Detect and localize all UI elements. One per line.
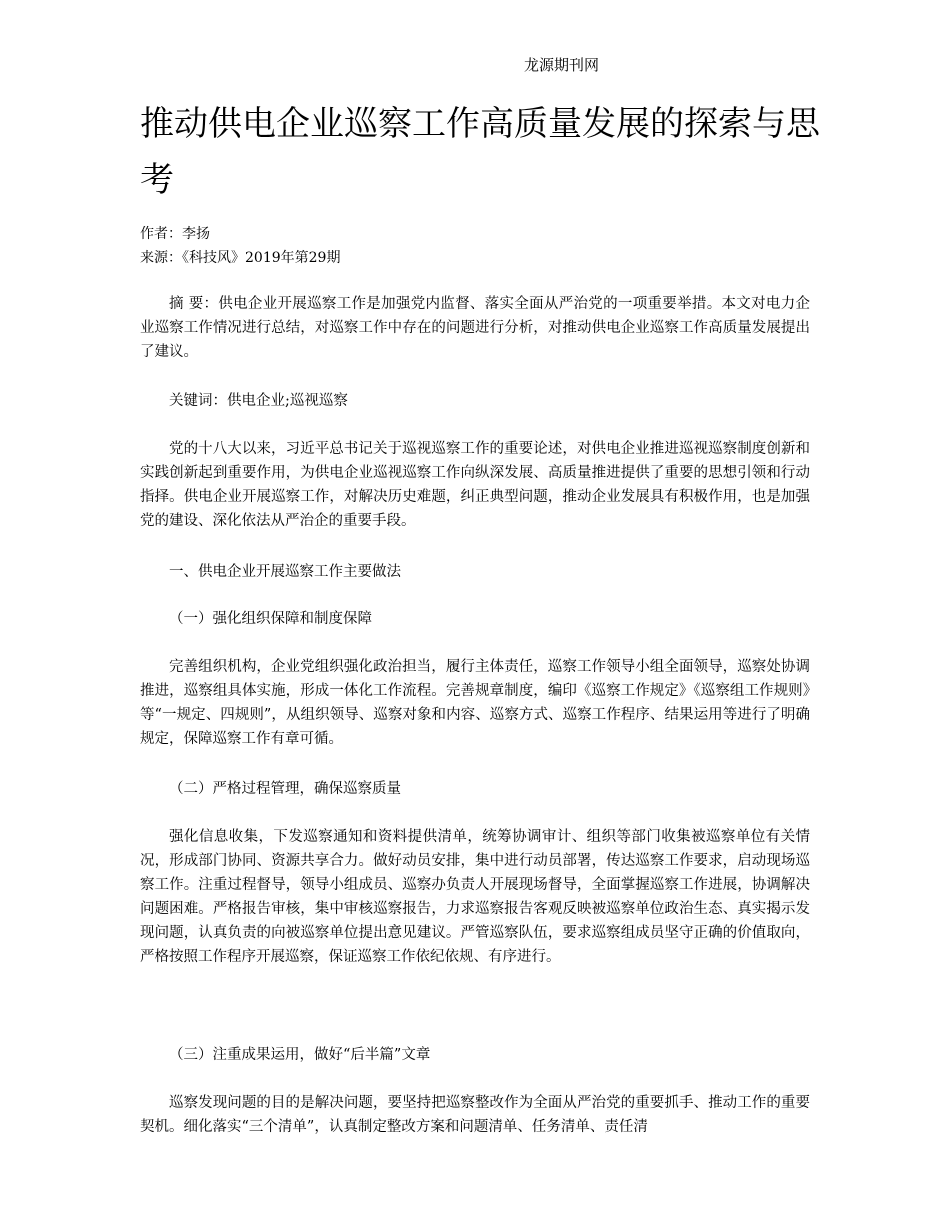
- site-name-header: 龙源期刊网: [524, 56, 600, 74]
- subsection-2-paragraph: 强化信息收集，下发巡察通知和资料提供清单，统筹协调审计、组织等部门收集被巡察单位有关情况，形成部门协同、资源共享合力。做好动员安排，集中进行动员部署，传达巡察工作要求，启动现场巡察工作。注重过程督导，领导小组成员、巡察办负责人开展现场督导，全面掌握巡察工作进展，协调解决问题困难。严格报告审核，集中审核巡察报告，力求巡察报告客观反映被巡察单位政治生态、真实揭示发现问题，认真负责的向被巡察单位提出意见建议。严管巡察队伍，要求巡察组成员坚守正确的价值取向，严格按照工作程序开展巡察，保证巡察工作依纪依规、有序进行。: [140, 829, 810, 965]
- abstract-paragraph: 摘 要：供电企业开展巡察工作是加强党内监督、落实全面从严治党的一项重要举措。本文对电力企业巡察工作情况进行总结，对巡察工作中存在的问题进行分析，对推动供电企业巡察工作高质量发展提出了建议。: [140, 296, 810, 360]
- subsection-1-heading: （一）强化组织保障和制度保障: [169, 611, 372, 627]
- article-title: 推动供电企业巡察工作高质量发展的探索与思考: [140, 104, 820, 200]
- subsection-3-paragraph: 巡察发现问题的目的是解决问题，要坚持把巡察整改作为全面从严治党的重要抓手、推动工作的重要契机。细化落实“三个清单”，认真制定整改方案和问题清单、任务清单、责任清: [140, 1095, 810, 1135]
- subsection-1-paragraph: 完善组织机构，企业党组织强化政治担当，履行主体责任，巡察工作领导小组全面领导，巡察处协调推进，巡察组具体实施，形成一体化工作流程。完善规章制度，编印《巡察工作规定》《巡察组工作规则》等“一规定、四规则”，从组织领导、巡察对象和内容、巡察方式、巡察工作程序、结果运用等进行了明确规定，保障巡察工作有章可循。: [140, 659, 810, 747]
- keywords-line: 关键词：供电企业;巡视巡察: [169, 393, 348, 409]
- author-line: 作者：李扬: [140, 226, 210, 242]
- source-line: 来源：《科技风》2019年第29期: [140, 250, 341, 266]
- intro-paragraph: 党的十八大以来，习近平总书记关于巡视巡察工作的重要论述，对供电企业推进巡视巡察制度创新和实践创新起到重要作用，为供电企业巡视巡察工作向纵深发展、高质量推进提供了重要的思想引领和行动指择。供电企业开展巡察工作，对解决历史难题，纠正典型问题，推动企业发展具有积极作用，也是加强党的建设、深化依法从严治企的重要手段。: [140, 441, 810, 529]
- section-one-heading: 一、供电企业开展巡察工作主要做法: [169, 564, 401, 580]
- subsection-3-heading: （三）注重成果运用，做好“后半篇”文章: [169, 1047, 431, 1063]
- subsection-2-heading: （二）严格过程管理，确保巡察质量: [169, 781, 401, 797]
